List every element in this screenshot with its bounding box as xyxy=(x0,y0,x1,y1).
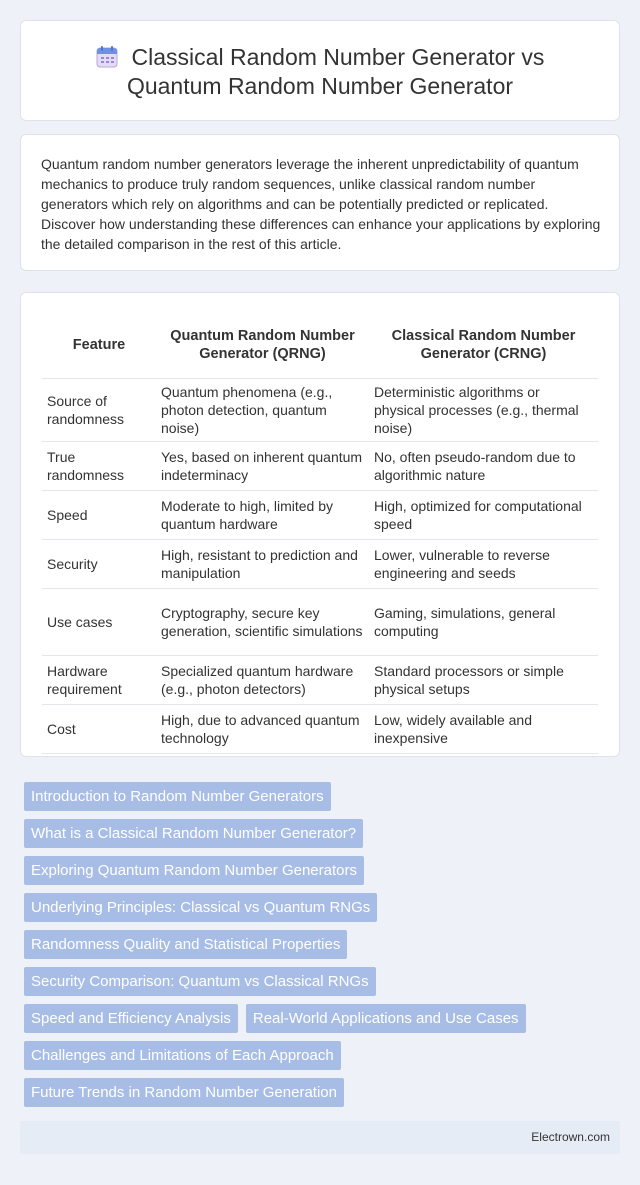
title-line-1: Classical Random Number Generator vs xyxy=(131,44,545,70)
calendar-icon xyxy=(96,46,118,68)
header-qrng: Quantum Random Number Generator (QRNG) xyxy=(156,313,369,378)
crng-cell: No, often pseudo-random due to algorithmic nature xyxy=(369,441,598,490)
qrng-cell: Specialized quantum hardware (e.g., photon detectors) xyxy=(156,655,369,704)
toc-link-challenges[interactable]: Challenges and Limitations of Each Approach xyxy=(24,1041,341,1070)
comparison-table xyxy=(42,313,598,754)
toc-link-classical-rng[interactable]: What is a Classical Random Number Generator? xyxy=(24,819,363,848)
toc-link-underlying-principles[interactable]: Underlying Principles: Classical vs Quantum RNGs xyxy=(24,893,377,922)
table-of-contents xyxy=(24,782,604,1115)
crng-cell: Deterministic algorithms or physical processes (e.g., thermal noise) xyxy=(369,378,598,441)
table-row xyxy=(42,441,598,490)
header-feature: Feature xyxy=(42,313,156,378)
table-row xyxy=(42,704,598,753)
footer xyxy=(20,1121,620,1154)
feature-cell: Hardware requirement xyxy=(42,655,156,704)
crng-cell: Lower, vulnerable to reverse engineering and seeds xyxy=(369,539,598,588)
feature-cell: Cost xyxy=(42,704,156,753)
qrng-cell: Yes, based on inherent quantum indeterminacy xyxy=(156,441,369,490)
crng-cell: Standard processors or simple physical setups xyxy=(369,655,598,704)
feature-cell: Use cases xyxy=(42,588,156,655)
intro-card xyxy=(20,134,620,271)
qrng-cell: High, resistant to prediction and manipulation xyxy=(156,539,369,588)
qrng-cell: High, due to advanced quantum technology xyxy=(156,704,369,753)
feature-cell: Speed xyxy=(42,490,156,539)
toc-link-quantum-rng[interactable]: Exploring Quantum Random Number Generators xyxy=(24,856,364,885)
feature-cell: Source of randomness xyxy=(42,378,156,441)
toc-link-security-comparison[interactable]: Security Comparison: Quantum vs Classical RNGs xyxy=(24,967,376,996)
table-row xyxy=(42,378,598,441)
intro-text: Quantum random number generators leverage the inherent unpredictability of quantum mechanics to produce truly random sequences, unlike classical random number generators which rely on algorithms and can be potentially predicted or replicated. Discover how understanding these differences can enhance your applications by exploring the detailed comparison in the rest of this article. xyxy=(41,156,601,252)
header-crng: Classical Random Number Generator (CRNG) xyxy=(369,313,598,378)
table-row xyxy=(42,539,598,588)
table-row xyxy=(42,655,598,704)
table-row xyxy=(42,490,598,539)
toc-link-applications[interactable]: Real-World Applications and Use Cases xyxy=(246,1004,526,1033)
toc-link-speed-efficiency[interactable]: Speed and Efficiency Analysis xyxy=(24,1004,238,1033)
toc-link-future-trends[interactable]: Future Trends in Random Number Generation xyxy=(24,1078,344,1107)
comparison-table-card xyxy=(20,292,620,757)
page-title xyxy=(21,43,619,101)
footer-site-name: Electrown.com xyxy=(531,1130,610,1144)
toc-link-introduction[interactable]: Introduction to Random Number Generators xyxy=(24,782,331,811)
toc-link-randomness-quality[interactable]: Randomness Quality and Statistical Properties xyxy=(24,930,347,959)
qrng-cell: Moderate to high, limited by quantum hardware xyxy=(156,490,369,539)
qrng-cell: Quantum phenomena (e.g., photon detection, quantum noise) xyxy=(156,378,369,441)
crng-cell: High, optimized for computational speed xyxy=(369,490,598,539)
title-card xyxy=(20,20,620,121)
qrng-cell: Cryptography, secure key generation, scientific simulations xyxy=(156,588,369,655)
table-header-row xyxy=(42,313,598,378)
feature-cell: Security xyxy=(42,539,156,588)
crng-cell: Low, widely available and inexpensive xyxy=(369,704,598,753)
table-row xyxy=(42,588,598,655)
feature-cell: True randomness xyxy=(42,441,156,490)
crng-cell: Gaming, simulations, general computing xyxy=(369,588,598,655)
title-line-2: Quantum Random Number Generator xyxy=(126,73,514,99)
